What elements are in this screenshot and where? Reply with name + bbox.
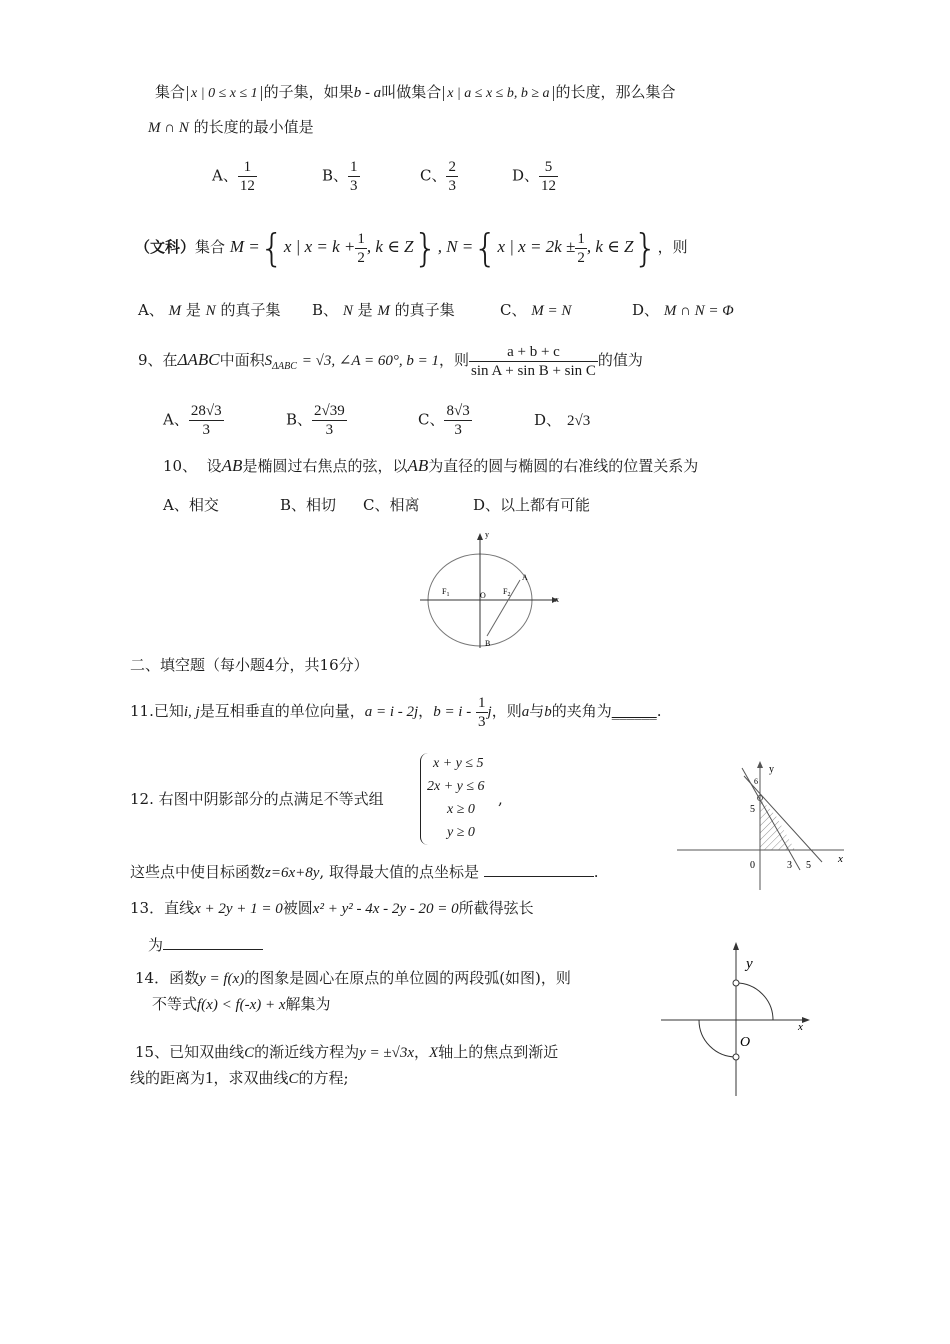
option-text: 的真子集 bbox=[389, 301, 455, 319]
fig-b-label: B bbox=[485, 639, 491, 648]
y-arrow bbox=[733, 942, 739, 950]
denominator: 3 bbox=[350, 178, 358, 194]
fig-x-label: x bbox=[555, 595, 559, 604]
fig-y-label: y bbox=[769, 764, 774, 775]
unit-circle-arcs-figure bbox=[656, 938, 826, 1098]
q15-text: 的方程; bbox=[298, 1069, 349, 1087]
open-point-top bbox=[733, 980, 739, 986]
option-label: A、 bbox=[138, 301, 164, 319]
left-brace: { bbox=[259, 226, 284, 270]
right-brace: } bbox=[633, 226, 658, 270]
q8-option-b[interactable] bbox=[322, 158, 360, 195]
q13-text: 为 bbox=[148, 936, 164, 954]
option-label: B、 bbox=[312, 301, 339, 319]
wenke-option-a[interactable] bbox=[138, 300, 280, 321]
option-label: D、 bbox=[534, 411, 562, 429]
q9-text: ，则 bbox=[439, 351, 470, 369]
vector-b-def: b = i - bbox=[433, 704, 472, 720]
set-m-tail: , k ∈ Z bbox=[366, 237, 414, 256]
q8-text: 的长度，那么集合 bbox=[555, 83, 676, 101]
b-minus-a: b - a bbox=[353, 85, 382, 101]
wenke-option-c[interactable] bbox=[500, 300, 571, 321]
fig-o-label: O bbox=[480, 591, 486, 600]
numerator: 28√3 bbox=[190, 403, 222, 419]
numerator: 1 bbox=[238, 158, 257, 177]
arc-first-quadrant bbox=[736, 983, 773, 1020]
q9-option-d[interactable] bbox=[534, 410, 590, 431]
wenke-text: 集合 bbox=[195, 238, 226, 256]
denominator: 2 bbox=[577, 249, 585, 266]
y-arrow bbox=[477, 533, 483, 540]
fraction bbox=[539, 158, 558, 195]
q8-option-d[interactable] bbox=[512, 158, 558, 195]
fig-x-label: x bbox=[838, 853, 843, 865]
q13-line1 bbox=[130, 898, 534, 919]
wenke-text: ，则 bbox=[657, 238, 688, 256]
q14-text: 不等式 bbox=[152, 995, 198, 1013]
option-label: C、 bbox=[420, 166, 447, 185]
denominator: 3 bbox=[325, 422, 334, 438]
distance-value: 1 bbox=[205, 1068, 214, 1087]
feasible-region-figure bbox=[672, 758, 852, 898]
q8-text: 叫做集合 bbox=[381, 83, 442, 101]
q9-option-a[interactable] bbox=[163, 402, 224, 439]
numerator: 1 bbox=[350, 159, 358, 175]
q10-text: 为直径的圆与椭圆的右准线的位置关系为 bbox=[428, 457, 699, 475]
q11-text: 11.已知 bbox=[130, 702, 184, 720]
math: M = N bbox=[531, 303, 572, 319]
fig-tick-x3: 3 bbox=[787, 860, 792, 871]
numerator: 8√3 bbox=[446, 403, 470, 419]
question-number: 10、 bbox=[163, 457, 198, 475]
numerator: 1 bbox=[478, 694, 486, 711]
q12-line2 bbox=[130, 862, 599, 883]
q15-text: ，求双曲线 bbox=[213, 1069, 289, 1087]
unit-vectors-ij: i, j bbox=[183, 704, 200, 720]
math: N bbox=[342, 303, 353, 319]
q12-line1: 12. 右图中阴影部分的点满足不等式组 bbox=[130, 790, 384, 808]
q13-text: 被圆 bbox=[282, 899, 313, 917]
option-label: C、 bbox=[418, 410, 445, 429]
x-axis-label: X bbox=[429, 1045, 439, 1061]
inequality: x + y ≤ 5 bbox=[433, 756, 484, 771]
numerator: 2 bbox=[448, 159, 456, 175]
fraction bbox=[446, 158, 458, 195]
q9-condition: = √3, ∠A = 60°, b = 1 bbox=[301, 353, 440, 369]
area-symbol: S bbox=[264, 353, 273, 369]
q8-line2 bbox=[148, 117, 314, 138]
math: M bbox=[377, 303, 390, 319]
set-ab: x | a ≤ x ≤ b, b ≥ a bbox=[443, 86, 553, 101]
left-brace: { bbox=[473, 226, 498, 270]
fraction bbox=[238, 158, 257, 195]
fraction-third bbox=[476, 694, 488, 731]
numerator: 1 bbox=[357, 230, 365, 247]
vector-a: a bbox=[521, 704, 530, 720]
q8-option-a[interactable] bbox=[212, 158, 257, 195]
q11-text: ，则 bbox=[491, 702, 522, 720]
q8-option-c[interactable] bbox=[420, 158, 458, 195]
q12-text: , 取得最大值的点坐标是 bbox=[319, 863, 479, 881]
answer-blank[interactable] bbox=[484, 862, 594, 877]
q15-line1 bbox=[135, 1042, 558, 1063]
answer-blank[interactable] bbox=[163, 935, 263, 950]
hyperbola-c: C bbox=[288, 1071, 299, 1087]
inequality: x ≥ 0 bbox=[447, 802, 475, 817]
wenke-tag: （文科） bbox=[135, 238, 196, 256]
objective-function: z=6x+8y bbox=[265, 865, 320, 881]
fig-o-label: 0 bbox=[750, 860, 755, 871]
wenke-option-b[interactable] bbox=[312, 300, 455, 321]
q15-text: 15、已知双曲线 bbox=[135, 1043, 245, 1061]
set-unit-interval: x | 0 ≤ x ≤ 1 bbox=[187, 86, 262, 101]
q11-text: 的夹角为 bbox=[551, 702, 612, 720]
asymptote-equation: y = ±√3x bbox=[359, 1045, 415, 1061]
set-m-body: x | x = k + bbox=[283, 237, 356, 256]
q14-text: 14．函数 bbox=[135, 969, 200, 987]
hyperbola-c: C bbox=[244, 1045, 255, 1061]
q8-text: 的子集，如果 bbox=[263, 83, 354, 101]
fig-tick-x5: 5 bbox=[806, 860, 811, 871]
q10-option-a[interactable]: A、相交 bbox=[163, 496, 219, 514]
q9-fraction bbox=[469, 343, 598, 380]
denominator: 3 bbox=[448, 178, 456, 194]
q11-text: . bbox=[656, 702, 662, 720]
set-n-lhs: , N = bbox=[437, 237, 474, 256]
q11-text: ， bbox=[418, 702, 434, 720]
math: N bbox=[205, 303, 216, 319]
option-value: 2√3 bbox=[567, 413, 591, 429]
numerator: 2√39 bbox=[314, 403, 345, 419]
inequality: y ≥ 0 bbox=[447, 825, 475, 840]
section-title: 二、填空题（每小题4分，共16分） bbox=[130, 656, 369, 674]
q9-text: 的值为 bbox=[597, 351, 643, 369]
q12-comma: , bbox=[498, 790, 503, 808]
fig-f1-label: $F_1$ bbox=[442, 587, 450, 598]
open-point-bottom bbox=[733, 1054, 739, 1060]
q15-text: 线的距离为 bbox=[130, 1069, 206, 1087]
option-text: 是 bbox=[181, 301, 206, 319]
fig-f2-label: $F_2$ bbox=[503, 587, 511, 598]
set-n-body: x | x = 2k ± bbox=[497, 237, 576, 256]
option-label: D、 bbox=[512, 166, 540, 185]
option-label: D、 bbox=[632, 301, 660, 319]
q15-text: 的渐近线方程为 bbox=[254, 1043, 360, 1061]
q10-option-d[interactable]: D、以上都有可能 bbox=[473, 496, 591, 514]
arc-third-quadrant bbox=[699, 1020, 736, 1057]
answer-blank[interactable]: ______ bbox=[611, 702, 657, 720]
q9-line bbox=[138, 340, 643, 387]
q14-line2 bbox=[152, 994, 331, 1015]
denominator: 3 bbox=[202, 422, 210, 438]
chord-ab: AB bbox=[221, 456, 243, 475]
option-label: B、 bbox=[322, 166, 349, 185]
numerator: 5 bbox=[539, 158, 558, 177]
vector-j: j bbox=[487, 704, 492, 720]
set-n-tail: , k ∈ Z bbox=[586, 237, 634, 256]
denominator: 2 bbox=[357, 249, 365, 266]
q14-text: 的图象是圆心在原点的单位圆的两段弧(如图)，则 bbox=[244, 969, 571, 987]
q10-option-b[interactable]: B、相切 bbox=[280, 496, 337, 514]
q15-text: ， bbox=[414, 1043, 430, 1061]
numerator: a + b + c bbox=[469, 343, 598, 362]
denominator: 3 bbox=[478, 713, 486, 730]
fraction bbox=[189, 402, 224, 439]
shaded-region bbox=[760, 798, 795, 850]
set-m-lhs: M = bbox=[229, 237, 260, 256]
option-text: 的真子集 bbox=[215, 301, 281, 319]
chord-ab: AB bbox=[407, 456, 429, 475]
fig-tick-y5: 5 bbox=[750, 804, 755, 815]
fraction bbox=[312, 402, 347, 439]
q9-text: 在 bbox=[162, 351, 178, 369]
math: M bbox=[168, 303, 182, 319]
q15-text: 轴上的焦点到渐近 bbox=[438, 1043, 559, 1061]
fig-x-label: x bbox=[798, 1021, 803, 1033]
q11-text: 与 bbox=[529, 702, 545, 720]
option-text: 是 bbox=[352, 301, 378, 319]
q14-line1 bbox=[135, 968, 571, 989]
question-number: 9、 bbox=[138, 351, 163, 369]
inequality: f(x) < f(-x) + x bbox=[197, 997, 286, 1013]
q13-line2 bbox=[148, 935, 263, 955]
line-equation: x + 2y + 1 = 0 bbox=[194, 901, 283, 917]
option-label: A、 bbox=[163, 410, 189, 429]
y-arrow bbox=[757, 761, 763, 768]
option-label: C、 bbox=[500, 301, 527, 319]
right-brace: } bbox=[413, 226, 438, 270]
function-def: y = f(x) bbox=[199, 971, 245, 987]
q13-text: 13．直线 bbox=[130, 899, 195, 917]
m-cap-n: M ∩ N bbox=[148, 120, 189, 136]
vector-b: b bbox=[544, 704, 552, 720]
fig-a-label: A bbox=[522, 573, 528, 582]
q13-text: 所截得弦长 bbox=[458, 899, 534, 917]
ellipse-figure bbox=[412, 528, 572, 650]
numerator: 1 bbox=[577, 230, 585, 247]
q11-line bbox=[130, 690, 662, 733]
q12-text: . bbox=[593, 863, 599, 881]
denominator: 3 bbox=[454, 422, 462, 438]
fraction bbox=[348, 158, 360, 195]
q12-text: 这些点中使目标函数 bbox=[130, 863, 266, 881]
q10-option-c[interactable]: C、相离 bbox=[363, 496, 420, 514]
fraction-half bbox=[575, 230, 587, 267]
q9-option-c[interactable] bbox=[418, 402, 472, 439]
denominator: 12 bbox=[239, 178, 255, 194]
area-subscript: ΔABC bbox=[272, 361, 297, 372]
option-label: B、 bbox=[286, 410, 313, 429]
math: M ∩ N = Φ bbox=[663, 303, 734, 319]
q10-line bbox=[163, 456, 698, 476]
q9-option-b[interactable] bbox=[286, 402, 347, 439]
q15-line2 bbox=[130, 1068, 349, 1089]
q14-text: 解集为 bbox=[285, 995, 331, 1013]
q10-text: 是椭圆过右焦点的弦，以 bbox=[242, 457, 408, 475]
denominator: sin A + sin B + sin C bbox=[471, 362, 596, 379]
wenke-line bbox=[135, 222, 688, 272]
q8-line1 bbox=[155, 82, 676, 104]
circle-equation: x² + y² - 4x - 2y - 20 = 0 bbox=[312, 901, 459, 917]
q8-text: 集合 bbox=[155, 83, 186, 101]
inequality-system bbox=[420, 753, 501, 845]
option-label: A、 bbox=[212, 166, 238, 185]
x-arrow bbox=[802, 1017, 810, 1023]
fig-tick-y6: 6 bbox=[754, 777, 758, 786]
denominator: 12 bbox=[541, 178, 557, 194]
inequality: 2x + y ≤ 6 bbox=[427, 779, 485, 794]
wenke-option-d[interactable] bbox=[632, 300, 734, 321]
q8-text: 的长度的最小值是 bbox=[193, 118, 314, 136]
fig-y-label: y bbox=[746, 956, 753, 972]
vector-a-def: a = i - 2j bbox=[364, 704, 419, 720]
q11-text: 是互相垂直的单位向量， bbox=[199, 702, 365, 720]
fig-y-label: y bbox=[485, 530, 489, 539]
q9-text: 中面积 bbox=[219, 351, 265, 369]
fraction-half bbox=[355, 230, 367, 267]
fig-o-label: O bbox=[740, 1035, 751, 1050]
q10-text: 设 bbox=[206, 457, 222, 475]
fraction bbox=[444, 402, 471, 439]
triangle-abc: ΔABC bbox=[177, 350, 220, 369]
